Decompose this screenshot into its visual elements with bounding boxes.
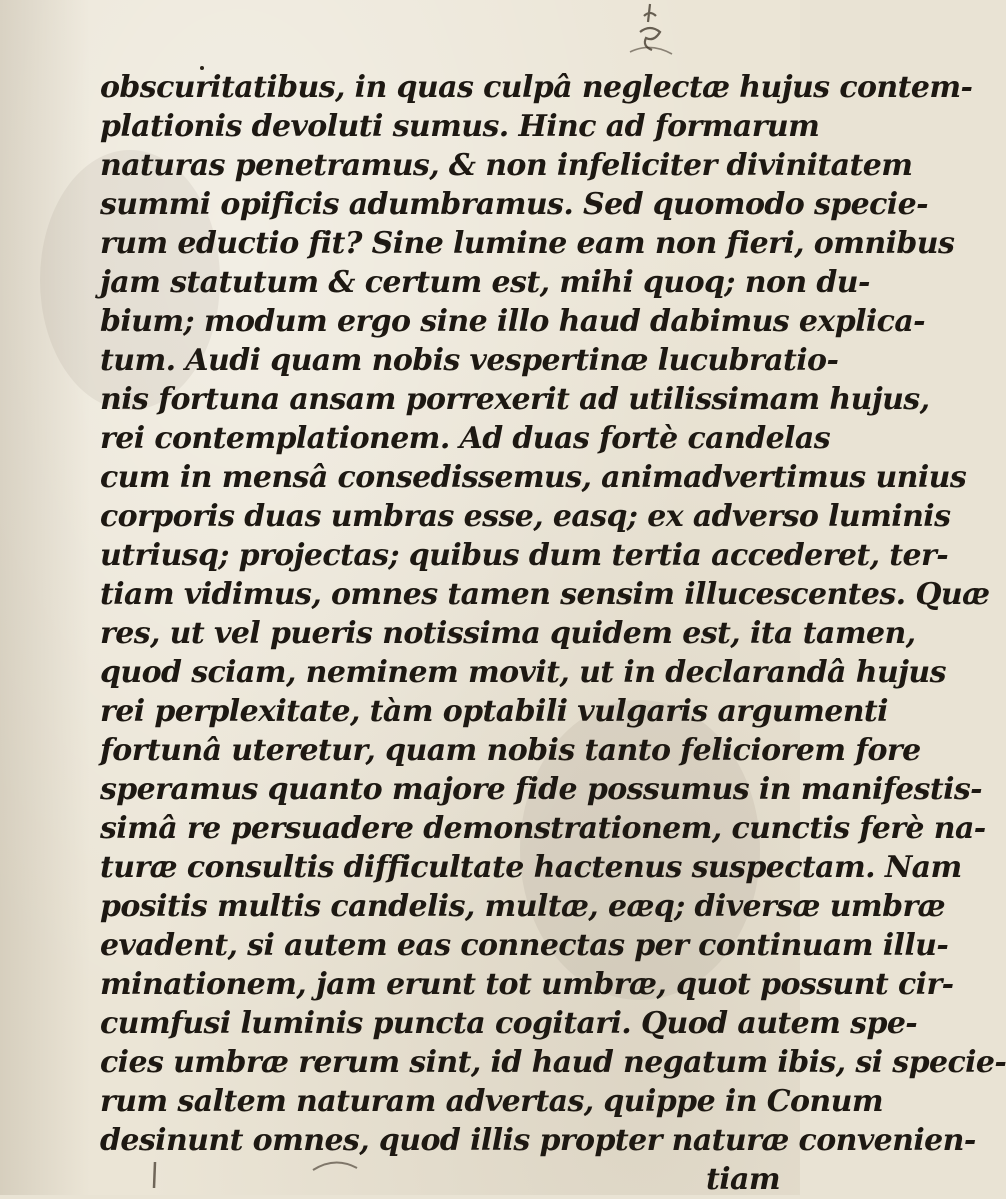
text-line-21: turæ consultis difficultate hactenus suspectam. Nam [100,850,962,885]
text-line-26: cies umbræ rerum sint, id haud negatum ibis, si specie- [100,1045,1006,1080]
ornament-icon [620,2,680,68]
text-line-15: res, ut vel pueris notissima quidem est, ita tamen, [100,616,916,651]
text-line-7: bium; modum ergo sine illo haud dabimus explica- [100,304,926,339]
text-line-4: summi opificis adumbramus. Sed quomodo specie- [100,187,928,222]
text-line-12: corporis duas umbras esse, easq; ex adverso luminis [100,499,951,534]
text-line-14: tiam vidimus, omnes tamen sensim illucescentes. Quæ [100,577,990,612]
text-line-11: cum in mensâ consedissemus, animadvertimus unius [100,460,967,495]
text-line-22: positis multis candelis, multæ, eæq; diversæ umbræ [100,889,945,924]
text-line-8: tum. Audi quam nobis vespertinæ lucubratio- [100,343,839,378]
text-line-6: jam statutum & certum est, mihi quoq; non du- [100,265,870,300]
text-line-17: rei perplexitate, tàm optabili vulgaris argumenti [100,694,888,729]
text-line-3: naturas penetramus, & non infeliciter divinitatem [100,148,913,183]
printer-mark-icon [305,1150,365,1190]
text-line-27: rum saltem naturam advertas, quippe in Conum [100,1084,883,1119]
text-line-2: plationis devoluti sumus. Hinc ad formarum [100,109,820,144]
text-line-23: evadent, si autem eas connectas per continuam illu- [100,928,949,963]
ink-tail-icon [148,1160,162,1190]
catchword: tiam [705,1162,780,1197]
text-line-16: quod sciam, neminem movit, ut in declarandâ hujus [100,655,946,690]
text-line-5: rum eductio fit? Sine lumine eam non fieri, omnibus [100,226,955,261]
body-text [100,68,1006,1199]
text-line-9: nis fortuna ansam porrexerit ad utilissimam hujus, [100,382,930,417]
text-line-25: cumfusi luminis puncta cogitari. Quod autem spe- [100,1006,918,1041]
text-line-18: fortunâ uteretur, quam nobis tanto feliciorem fore [100,733,921,768]
text-line-28: desinunt omnes, quod illis propter naturæ convenien- [100,1123,976,1158]
text-line-1: obscuritatibus, in quas culpâ neglectæ hujus contem- [100,70,973,105]
text-line-19: speramus quanto majore fide possumus in manifestis- [100,772,983,807]
text-line-24: minationem, jam erunt tot umbræ, quot possunt cir- [100,967,954,1002]
text-line-20: simâ re persuadere demonstrationem, cunctis ferè na- [100,811,986,846]
gutter-shadow [0,0,90,1195]
text-line-10: rei contemplationem. Ad duas fortè candelas [100,421,830,456]
text-line-13: utriusq; projectas; quibus dum tertia accederet, ter- [100,538,949,573]
